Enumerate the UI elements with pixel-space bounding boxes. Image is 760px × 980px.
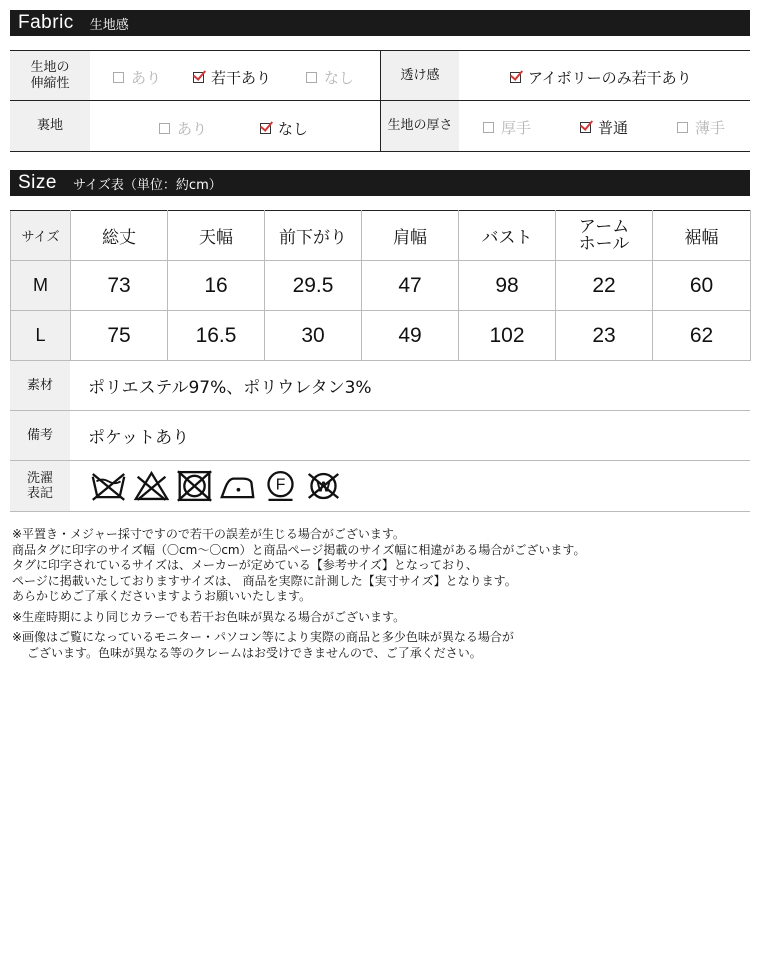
care-row [10,461,750,512]
no-bleach-icon [133,468,170,504]
svg-text:F: F [275,476,286,494]
checked-checkbox-icon [580,122,591,133]
checkbox-icon [113,72,124,83]
size-title-en: Size [18,172,57,193]
remarks-row [10,411,750,461]
checked-checkbox-icon [260,123,271,134]
row-size-label: M [11,261,71,311]
material-label: 素材 [10,361,70,410]
note-line: ※平置き・メジャー採寸ですので若干の誤差が生じる場合がございます。 [12,527,405,541]
size-table-header [11,211,751,261]
table-cell: 75 [71,311,168,361]
lining-option-yes: あり [159,118,207,139]
note-line: ※画像はご覧になっているモニター・パソコン等により実際の商品と多少色味が異なる場合が [12,630,514,644]
stretch-option-slight: 若干あり [193,67,271,88]
table-cell: 29.5 [265,261,362,311]
care-icons [90,468,342,504]
note-line: ページに掲載いたしておりますサイズは、 商品を実際に計測した【実寸サイズ】となります。 [12,573,517,588]
table-cell: 16 [168,261,265,311]
care-label: 洗濯 表記 [10,461,70,511]
column-header: 天幅 [168,211,265,261]
notes [12,527,752,661]
table-cell: 98 [459,261,556,311]
note-line: ※生産時期により同じカラーでも若干お色味が異なる場合がございます。 [12,609,406,624]
sheer-label: 透け感 [381,51,459,100]
column-header: バスト [459,211,556,261]
table-cell: 23 [556,311,653,361]
remarks-value: ポケットあり [88,428,190,448]
no-tumble-dry-icon [176,468,213,504]
table-cell: 49 [362,311,459,361]
table-cell: 30 [265,311,362,361]
column-header: 総丈 [71,211,168,261]
lining-label: 裏地 [10,101,90,151]
column-header: 肩幅 [362,211,459,261]
table-cell: 62 [653,311,751,361]
thickness-option-normal: 普通 [580,117,628,138]
size-title-jp: サイズ表（単位：約cm） [72,177,222,193]
thickness-label: 生地の厚さ [381,101,459,151]
table-cell: 47 [362,261,459,311]
table-cell: 16.5 [168,311,265,361]
iron-low-icon [219,468,256,504]
table-cell: 102 [459,311,556,361]
column-header: 前下がり [265,211,362,261]
size-corner-label: サイズ [11,211,71,261]
column-header: 裾幅 [653,211,751,261]
fabric-table [10,50,750,152]
no-wet-clean-icon [305,468,342,504]
remarks-label: 備考 [10,411,70,460]
table-cell: 60 [653,261,751,311]
size-section-header [10,170,750,196]
column-header-armhole: アーム ホール [556,211,653,261]
table-cell: 22 [556,261,653,311]
checkbox-icon [306,72,317,83]
fabric-section-header [10,10,750,36]
thickness-option-thick: 厚手 [483,117,531,138]
fabric-title-jp: 生地感 [89,17,129,33]
no-wash-icon [90,468,127,504]
checked-checkbox-icon [510,72,521,83]
thickness-option-thin: 薄手 [677,117,725,138]
checkbox-icon [677,122,688,133]
table-row [11,261,751,311]
note-line: タグに印字されているサイズは、メーカーが定めている【参考サイズ】となっており、 [12,558,478,572]
material-row [10,361,750,411]
dry-clean-F-icon [262,468,299,504]
note-line: ございます。色味が異なる等のクレームはお受けできませんので、ご了承ください。 [27,645,482,660]
material-value: ポリエステル97%、ポリウレタン3% [88,378,372,398]
size-table [10,210,751,361]
svg-text:W: W [316,479,331,496]
stretch-option-yes: あり [113,67,161,88]
stretch-label: 生地の 伸縮性 [10,51,90,100]
sheer-option-ivory: アイボリーのみ若干あり [510,67,692,88]
checkbox-icon [483,122,494,133]
stretch-option-no: なし [306,67,354,88]
checkbox-icon [159,123,170,134]
note-line: 商品タグに印字のサイズ幅（〇cm〜〇cm）と商品ページ掲載のサイズ幅に相違がある場合がございます。 [12,542,586,557]
note-line: あらかじめご了承くださいますようお願いいたします。 [12,589,312,603]
table-cell: 73 [71,261,168,311]
row-size-label: L [11,311,71,361]
table-row [11,311,751,361]
checked-checkbox-icon [193,72,204,83]
fabric-title-en: Fabric [18,12,74,33]
lining-option-no: なし [260,118,308,139]
